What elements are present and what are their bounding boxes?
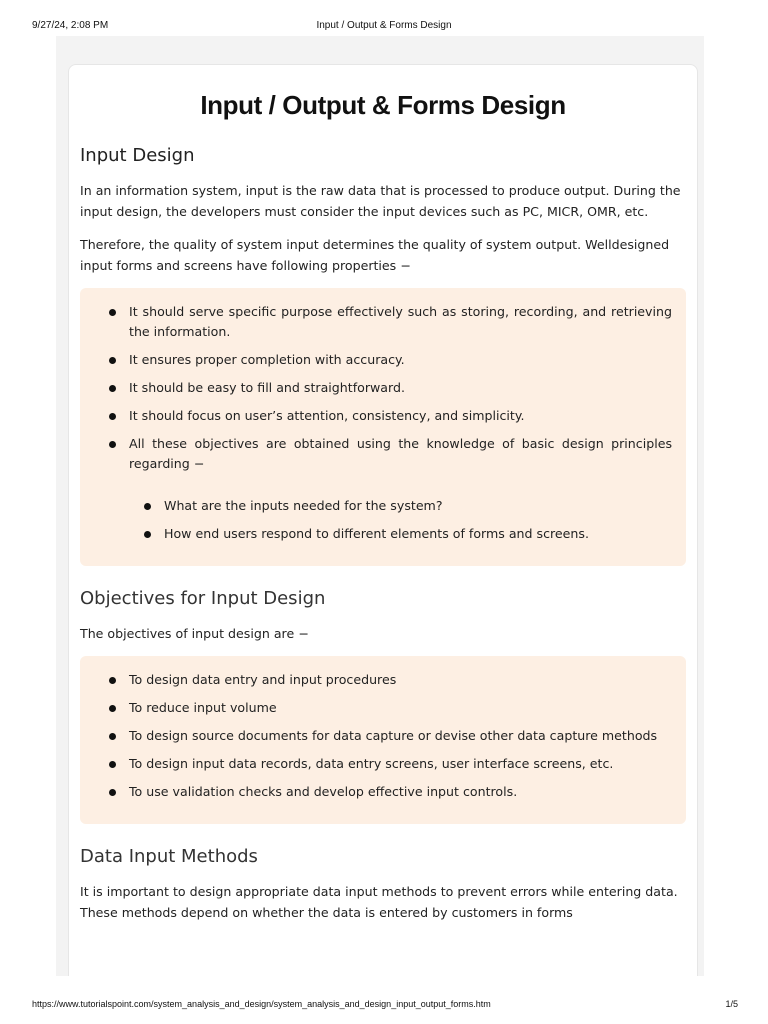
list-item [94,726,672,746]
bullet-icon [109,677,116,684]
objectives-list [94,670,672,802]
bullet-icon [109,761,116,768]
data-input-methods-para: It is important to design appropriate data input methods to prevent errors while entering data. These methods depend on whether the data is entered by customers in forms [80,884,678,920]
article-card [68,64,698,976]
objectives-callout [80,656,686,824]
list-item-text: It ensures proper completion with accuracy. [129,352,405,367]
list-item-text: To design data entry and input procedures [129,672,397,687]
list-item-text: It should be easy to fill and straightforward. [129,380,405,395]
data-input-methods-heading: Data Input Methods [80,846,258,867]
page-title: Input / Output & Forms Design [200,90,566,120]
print-url: https://www.tutorialspoint.com/system_analysis_and_design/system_analysis_and_design_input_output_forms.htm [32,999,491,1009]
list-item-text: It should focus on user’s attention, consistency, and simplicity. [129,408,525,423]
objectives-heading: Objectives for Input Design [80,588,326,609]
bullet-icon [109,789,116,796]
list-item-text: To design source documents for data capture or devise other data capture methods [129,728,658,743]
bullet-icon [109,705,116,712]
objectives-intro: The objectives of input design are − [80,626,309,641]
bullet-icon [109,357,116,364]
bullet-icon [109,441,116,448]
input-design-heading: Input Design [80,145,195,166]
print-footer [0,988,768,1024]
list-item-text: To use validation checks and develop effective input controls. [129,784,518,799]
list-item-text: It should serve specific purpose effectively such as storing, recording, and retrieving the information. [129,304,672,339]
list-item [94,406,672,426]
list-item-text: How end users respond to different elements of forms and screens. [164,526,589,541]
list-item-text: To reduce input volume [129,700,277,715]
bullet-icon [144,531,151,538]
list-item [94,350,672,370]
page-background [56,36,704,976]
input-design-para-2: Therefore, the quality of system input determines the quality of system output. Welldesigned input forms and screens have following properties − [80,237,670,273]
bullet-icon [144,503,151,510]
list-item [94,434,672,474]
list-item [94,754,672,774]
properties-callout [80,288,686,566]
properties-list [94,302,672,474]
list-item-text: All these objectives are obtained using the knowledge of basic design principles regarding − [129,436,672,471]
list-item [94,524,672,544]
list-item [94,378,672,398]
list-item-text: What are the inputs needed for the system? [164,498,443,513]
list-item [94,698,672,718]
list-item [94,670,672,690]
print-header [0,0,768,36]
bullet-icon [109,385,116,392]
sub-properties-list [94,496,672,544]
print-datetime: 9/27/24, 2:08 PM [32,20,109,31]
list-item [94,782,672,802]
input-design-para-1: In an information system, input is the raw data that is processed to produce output. During the input design, the developers must consider the input devices such as PC, MICR, OMR, etc. [80,183,681,219]
list-item [94,302,672,342]
bullet-icon [109,733,116,740]
print-doc-title: Input / Output & Forms Design [316,20,452,31]
print-page-number: 1/5 [725,999,738,1009]
bullet-icon [109,413,116,420]
list-item-text: To design input data records, data entry screens, user interface screens, etc. [129,756,614,771]
bullet-icon [109,309,116,316]
list-item [94,496,672,516]
